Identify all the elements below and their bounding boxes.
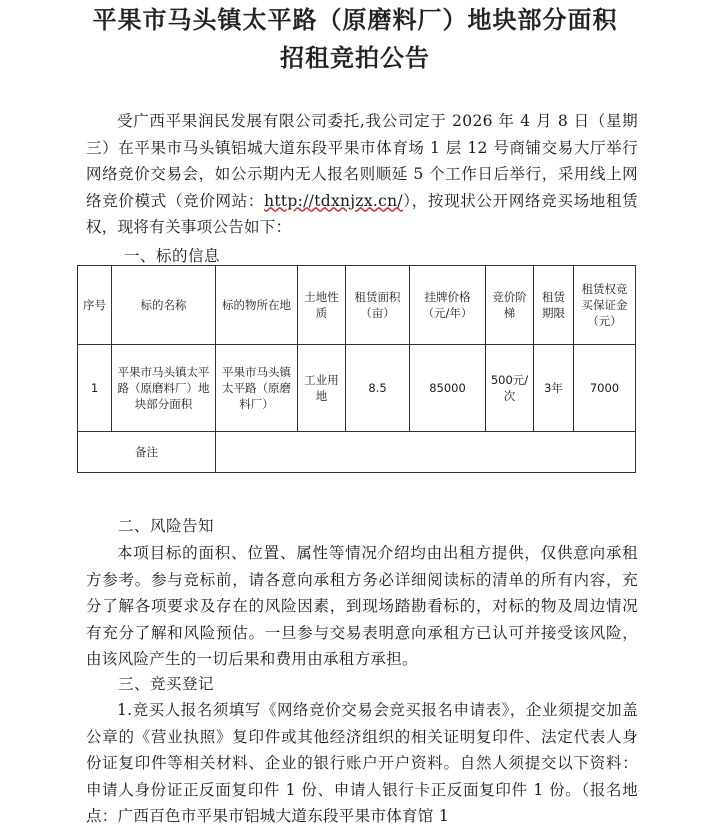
risk-paragraph: 本项目标的面积、位置、属性等情况介绍均由出租方提供，仅供意向承租方参考。参与竞标前，请各意向承租方务必详细阅读标的清单的所有内容，充分了解各项要求及存在的风险因素，到现场踏勘看标的，对标的物及周边情况有充分了解和风险预估。一旦参与交易表明意向承租方已认可并接受该风险，由该风险产生的一切后果和费用由承租方承担。 [86, 544, 638, 668]
header-cell-increment: 竞价阶梯 [486, 266, 534, 345]
section-heading-target-info: 一、标的信息 [124, 247, 221, 265]
table-header-row [78, 266, 636, 345]
intro-text-end: ），按现状公开网络竞买场地租赁权，现将有关事项公告如下： [86, 191, 638, 236]
section-heading-risk: 二、风险告知 [118, 517, 215, 535]
registration-paragraph: 1.竞买人报名须填写《网络竞价交易会竞买报名申请表》，企业须提交加盖公章的《营业执照》复印件或其他经济组织的相关证明复印件、法定代表人身份证复印件等相关材料、企业的银行账户开户资料。自然人须提交以下资料：申请人身份证正反面复印件 1 份、申请人银行卡正反面复印件 1 份。（报名地点：广西百色市平果市铝城大道东段平果市体育馆 1 [86, 701, 638, 825]
intro-paragraph [86, 108, 638, 241]
intro-text: 受广西平果润民发展有限公司委托,我公司定于 2026 年 4 月 8 日（星期三）在平果市马头镇铝城大道东段平果市体育场 1 层 12 号商铺交易大厅举行网络竞价交易会，如公示期内无人报名则顺延 5 个工作日后举行，采用线上网络竞价模式（竞价网站： [86, 112, 638, 210]
header-cell-area: 租赁面积（亩） [346, 266, 410, 345]
header-cell-price: 挂牌价格（元/年） [410, 266, 486, 345]
target-info-table [77, 265, 636, 473]
header-cell-name: 标的名称 [112, 266, 216, 345]
cell-increment: 500元/次 [486, 345, 534, 432]
cell-name: 平果市马头镇太平路（原磨料厂）地块部分面积 [112, 345, 216, 432]
cell-term: 3年 [534, 345, 574, 432]
section-heading-registration: 三、竞买登记 [118, 675, 215, 693]
cell-land-type: 工业用地 [298, 345, 346, 432]
cell-location: 平果市马头镇太平路（原磨料厂） [216, 345, 298, 432]
page-subtitle: 招租竞拍公告 [280, 44, 430, 72]
note-label: 备注 [78, 432, 216, 473]
header-cell-term: 租赁期限 [534, 266, 574, 345]
cell-area: 8.5 [346, 345, 410, 432]
header-cell-land-type: 土地性质 [298, 266, 346, 345]
note-value [216, 432, 636, 473]
cell-deposit: 7000 [574, 345, 636, 432]
header-cell-index: 序号 [78, 266, 112, 345]
header-cell-deposit: 租赁权竞买保证金（元） [574, 266, 636, 345]
table-note-row [78, 432, 636, 473]
cell-price: 85000 [410, 345, 486, 432]
auction-website-link[interactable]: http://tdxnjzx.cn/ [264, 191, 403, 210]
cell-index: 1 [78, 345, 112, 432]
header-cell-location: 标的物所在地 [216, 266, 298, 345]
page-title: 平果市马头镇太平路（原磨料厂）地块部分面积 [92, 6, 618, 34]
table-row [78, 345, 636, 432]
